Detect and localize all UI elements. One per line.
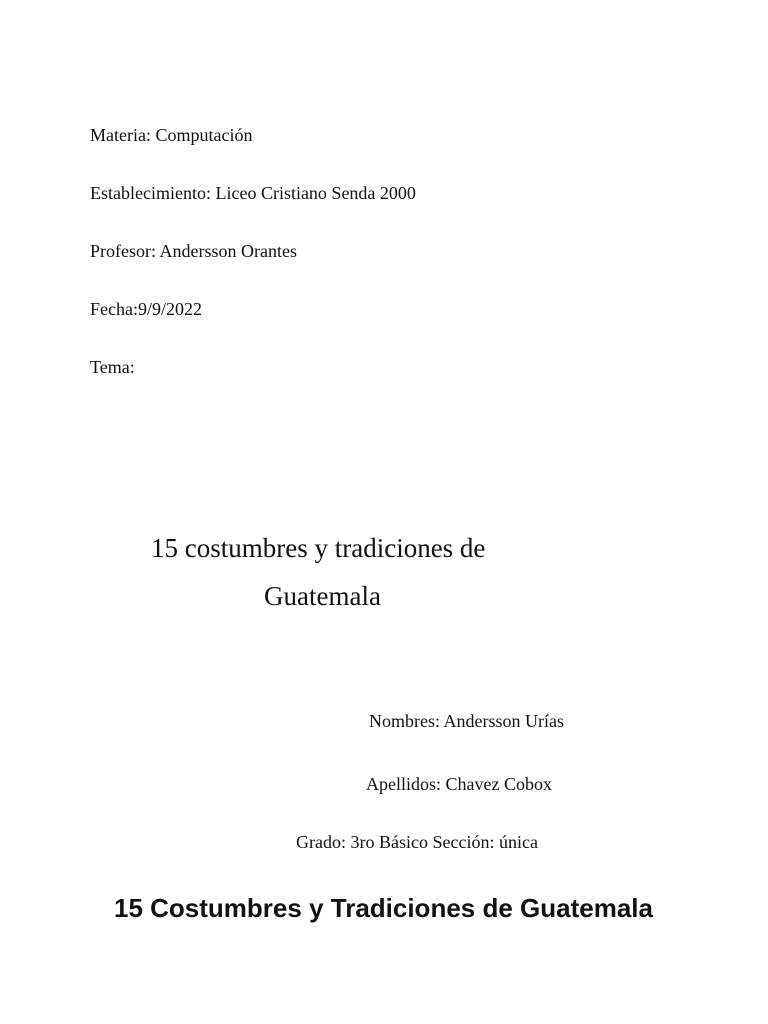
student-surnames: Apellidos: Chavez Cobox (366, 774, 552, 794)
teacher-line: Profesor: Andersson Orantes (90, 241, 297, 261)
student-names: Nombres: Andersson Urías (369, 711, 564, 731)
school-line: Establecimiento: Liceo Cristiano Senda 2000 (90, 183, 416, 203)
date-line: Fecha:9/9/2022 (90, 299, 202, 319)
topic-line: Tema: (90, 357, 135, 377)
cover-title-line-2: Guatemala (264, 581, 381, 611)
student-grade: Grado: 3ro Básico Sección: única (296, 832, 538, 852)
subject-line: Materia: Computación (90, 125, 253, 145)
cover-title-line-1: 15 costumbres y tradiciones de (151, 533, 486, 563)
section-heading: 15 Costumbres y Tradiciones de Guatemala (114, 893, 653, 923)
